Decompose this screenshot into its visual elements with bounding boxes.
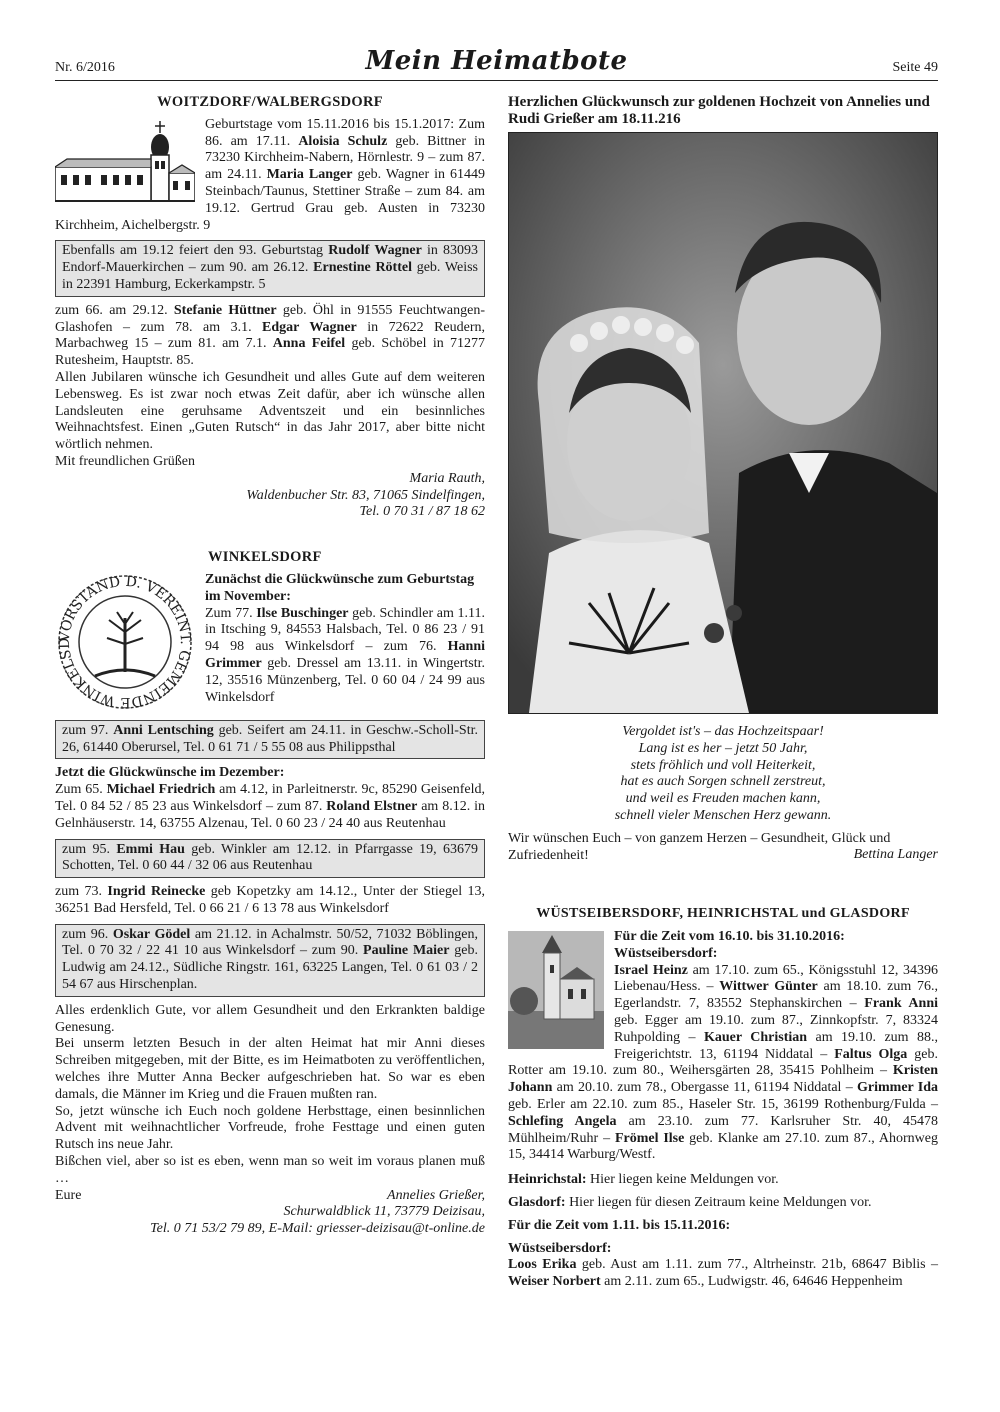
- winkelsdorf-note: Bißchen viel, aber so ist es eben, wenn man so weit im voraus planen muß …: [55, 1154, 485, 1186]
- winkelsdorf-signature: [55, 1188, 485, 1238]
- highlight-box: [55, 839, 485, 879]
- text-run: geb. Wagner in 61449 Steinbach/Taunus, Stettiner Straße – zum 84. am 19.12. Gertrud Grau geb. Austen in 73230 Kirchheim, Aichelbergstr. 9: [55, 167, 485, 233]
- name: Ingrid Reinecke: [107, 884, 206, 900]
- text-run: Geburtstage vom 15.11.2016 bis 15.1.2017: Zum 86. am 17.11.: [205, 116, 485, 149]
- name: Anna Feifel: [272, 336, 346, 352]
- heinrichstal-note: [508, 1172, 938, 1189]
- winkelsdorf-intro: [55, 571, 485, 710]
- name: Schlefing Angela: [508, 1113, 617, 1129]
- issue-number: Nr. 6/2016: [55, 60, 115, 75]
- name: Kristen Johann: [508, 1063, 938, 1096]
- church-photo-icon: [508, 931, 604, 1055]
- text-run: geb. Rotter am 19.10. zum 80., Weihersgärten 28, 35415 Pohlheim –: [508, 1046, 938, 1079]
- poem-line: Vergoldet ist's – das Hochzeitspaar!: [622, 724, 824, 739]
- name: Frömel Ilse: [614, 1130, 685, 1146]
- winkelsdorf-story: Bei unserm letzten Besuch in der alten Heimat hat mir Anni dieses Schreiben mitgegeben, mit der Bitte, es im Heimatboten zu veröffentlichen, welches ihre Mutter Anna Becker aufgeschrieben hat. So war es eben damals, die Männer im Krieg und die Frauen mußten ran.: [55, 1036, 485, 1102]
- name: Weiser Norbert: [508, 1274, 601, 1290]
- village-church-icon: [55, 121, 195, 209]
- name: Roland Elstner: [326, 798, 418, 814]
- name: Ernestine Röttel: [313, 260, 412, 276]
- text-run: geb. Erler am 22.10. zum 85., Haseler Str. 15, 36199 Rothenburg/Fulda –: [508, 1096, 938, 1112]
- text-run: geb. Ludwig am 24.12., Südliche Ringstr. 161, 63225 Langen, Tel. 0 61 03 / 2 54 67 aus Hirschenplan.: [62, 943, 479, 993]
- poem-line: Lang ist es her – jetzt 50 Jahr,: [638, 740, 808, 756]
- wedding-wish: Wir wünschen Euch – von ganzem Herzen – Gesundheit, Glück und Zufriedenheit!: [508, 830, 891, 863]
- name: Stefanie Hüttner: [173, 302, 277, 318]
- text-run: geb. Weiss in 22391 Hamburg, Eckerkampstr. 5: [62, 260, 478, 292]
- box-text: [62, 927, 478, 994]
- winkelsdorf-season-wishes: So, jetzt wünsche ich Euch noch goldene Herbsttage, einen besinnlichen Advent mit weihnachtlicher Vorfreude, frohe Festtage und einen guten Rutsch ins neue Jahr.: [55, 1103, 485, 1153]
- text-run: geb. Seifert am 24.11. in Geschw.-Scholl-Str. 26, 61440 Oberursel, Tel. 0 61 71 / 5 55 08 aus Philippsthal: [62, 722, 478, 755]
- name: Israel Heinz: [614, 962, 688, 978]
- section-title-winkelsdorf: WINKELSDORF: [208, 549, 322, 566]
- couple-photo-icon: [509, 133, 937, 713]
- right-column: [508, 94, 938, 1291]
- text-run: am 18.10. zum 76., Egerlandstr. 7, 83552 Stephanskirchen –: [614, 979, 938, 1012]
- text-run: geb. Aust am 1.11. zum 77., Altrheinstr. 21b, 68647 Biblis –: [576, 1257, 938, 1273]
- text-run: Hier liegen für diesen Zeitraum keine Meldungen vor.: [565, 1194, 872, 1210]
- text-run: geb. Öhl in 91555 Feuchtwangen-Glashofen – zum 78. am 3.1.: [55, 302, 485, 335]
- signature-name: Maria Rauth,: [409, 470, 485, 486]
- wuest-period-1: Für die Zeit vom 16.10. bis 31.10.2016:: [614, 928, 845, 944]
- text-run: am 21.12. in Achalmstr. 50/52, 71032 Böblingen, Tel. 0 70 32 / 22 41 10 aus Winkelsdorf – zum 90.: [62, 926, 478, 959]
- name: Grimmer Ida: [857, 1080, 938, 1096]
- glasdorf-note: [508, 1195, 938, 1212]
- eure: Eure: [55, 1187, 82, 1203]
- text-run: am 20.10. zum 78., Obergasse 11, 61194 Niddatal –: [552, 1080, 857, 1096]
- name: Edgar Wagner: [262, 319, 357, 335]
- box-text: [62, 842, 478, 876]
- text-run: zum 97.: [62, 722, 114, 738]
- name: Pauline Maier: [363, 943, 450, 959]
- name: Emmi Hau: [116, 841, 185, 857]
- text-run: geb. Dressel am 13.11. in Wingertstr. 12, 35516 Münzenberg, Tel. 0 60 04 / 24 99 aus Winkelsdorf: [205, 655, 485, 705]
- text-run: zum 96.: [62, 926, 113, 942]
- text-run: Zum 65.: [55, 782, 107, 798]
- wuest-place-1: Wüstseibersdorf:: [614, 945, 718, 961]
- text-run: geb. Bittner in 73230 Kirchheim-Nabern, Hörnlestr. 9 – zum 87. am 24.11.: [205, 133, 485, 183]
- name: Loos Erika: [508, 1257, 577, 1273]
- woitzdorf-intro: [55, 117, 485, 235]
- place-label: Glasdorf:: [508, 1194, 566, 1210]
- name: Maria Langer: [266, 167, 353, 183]
- highlight-box: [55, 720, 485, 760]
- wedding-title: Herzlichen Glückwunsch zur goldenen Hochzeit von Annelies und Rudi Grießer am 18.11.216: [508, 94, 930, 127]
- signature-name: Annelies Grießer,: [387, 1187, 485, 1203]
- name: Anni Lentsching: [113, 722, 214, 738]
- poem-line: stets fröhlich und voll Heiterkeit,: [630, 757, 816, 773]
- signature-contact: Tel. 0 71 53/2 79 89, E-Mail: griesser-deizisau@t-online.de: [150, 1221, 485, 1237]
- text-run: am 2.11. zum 65., Ludwigstr. 46, 64646 Heppenheim: [600, 1274, 903, 1290]
- text-run: Ebenfalls am 19.12 feiert den 93. Geburtstag: [62, 243, 329, 259]
- name: Wittwer Günter: [719, 979, 818, 995]
- wedding-poem: [508, 724, 938, 825]
- text-run: geb. Schöbel in 71277 Rutesheim, Hauptstr. 85.: [55, 336, 485, 369]
- name: Aloisia Schulz: [298, 133, 388, 149]
- text-run: zum 66. am 29.12.: [55, 302, 174, 318]
- text-run: am 17.10. zum 65., Königsstuhl 12, 34396 Liebenau/Hess. –: [614, 962, 938, 995]
- section-title-wuest: WÜSTSEIBERSDORF, HEINRICHSTAL und GLASDORF: [536, 906, 910, 922]
- text-run: in 72622 Reudern, Marbachweg 15 – zum 81. am 7.1.: [55, 319, 485, 352]
- name: Michael Friedrich: [106, 782, 216, 798]
- woitzdorf-wishes: Allen Jubilaren wünsche ich Gesundheit und alles Gute auf dem weiteren Lebensweg. Es ist zwar noch etwas Zeit dafür, aber ich wünsche allen Landsleuten eine geruhsame Adventszeit und ein besinnliches Weihnachtsfest. Einen „Guten Rutsch“ in das Jahr 2017, aber bitte nicht wörtlich nehmen.: [55, 369, 485, 453]
- name: Ilse Buschinger: [256, 605, 349, 621]
- box-text: [62, 723, 478, 757]
- signature-address: Waldenbucher Str. 83, 71065 Sindelfingen,: [246, 487, 485, 503]
- name: Kauer Christian: [703, 1029, 808, 1045]
- page-header: [55, 46, 938, 81]
- name: Hanni Grimmer: [205, 639, 485, 671]
- text-run: am 23.10. zum 77. Karlsruher Str. 40, 45478 Mühlheim/Ruhr –: [508, 1113, 938, 1146]
- text-run: Zum 77.: [205, 605, 257, 621]
- text-run: geb. Winkler am 12.12. in Pfarrgasse 19, 63679 Schotten, Tel. 0 60 44 / 32 06 aus Reutenhau: [62, 841, 478, 874]
- wedding-photo: [508, 132, 938, 714]
- box-text: [62, 243, 478, 293]
- text-run: geb Kopetzky am 14.12., Unter der Stiegel 13, 36251 Bad Hersfeld, Tel. 0 66 21 / 6 13 78 aus Winkelsdorf: [55, 884, 485, 916]
- text-run: zum 73.: [55, 884, 108, 900]
- woitzdorf-birthdays-2: [55, 303, 485, 370]
- name: Faltus Olga: [834, 1046, 908, 1062]
- winkelsdorf-dec-heading: Jetzt die Glückwünsche im Dezember:: [55, 765, 285, 781]
- text-run: geb. Klanke am 27.10. zum 87., Ahornweg 15, 34414 Warburg/Westf.: [508, 1130, 938, 1163]
- text-run: in 83093 Endorf-Mauerkirchen – zum 90. am 26.12.: [62, 243, 478, 276]
- text-run: Hier liegen keine Meldungen vor.: [586, 1172, 779, 1188]
- place-label: Heinrichstal:: [508, 1172, 587, 1188]
- text-run: am 8.12. in Gelnhäuserstr. 14, 63755 Alzenau, Tel. 0 60 23 / 24 40 aus Reutenhau: [55, 798, 486, 831]
- text-run: am 4.12, in Parleitnerstr. 9c, 85290 Geisenfeld, Tel. 0 84 52 / 85 23 aus Winkelsdorf – zum 87.: [55, 782, 485, 814]
- text-run: zum 95.: [62, 841, 117, 857]
- text-run: Zunächst die Glückwünsche zum Geburtstag im November:: [205, 571, 475, 604]
- poem-line: und weil es Freuden machen kann,: [625, 791, 821, 807]
- left-column: [55, 94, 485, 1238]
- wuest-birthdays-2: [508, 1257, 938, 1291]
- seal-lettering: VORSTAND D. VEREINT. GEMEINDE WINKELSD: [56, 573, 194, 710]
- name: Oskar Gödel: [112, 926, 191, 942]
- name: Rudolf Wagner: [328, 243, 422, 259]
- wuest-period-2: Für die Zeit vom 1.11. bis 15.11.2016:: [508, 1217, 731, 1233]
- text-run: geb. Schindler am 1.11. in Itsching 9, 84553 Halsbach, Tel. 0 86 23 / 91 94 98 aus Winkelsdorf – zum 76.: [205, 605, 485, 655]
- masthead: Mein Heimatbote: [365, 46, 628, 76]
- name: Frank Anni: [864, 996, 938, 1012]
- poem-line: schnell vieler Menschen Herz gewann.: [614, 807, 832, 823]
- poem-line: hat es auch Sorgen schnell zerstreut,: [620, 774, 826, 790]
- winkelsdorf-dec-birthdays: [55, 782, 485, 832]
- wedding-signature: Bettina Langer: [853, 847, 938, 863]
- greeting: Mit freundlichen Grüßen: [55, 453, 195, 469]
- text-run: geb. Egger am 19.10. zum 87., Zinnkopfstr. 7, 83324 Ruhpolding –: [614, 1012, 938, 1045]
- wuest-intro: [508, 929, 938, 1164]
- winkelsdorf-wishes: Alles erdenklich Gute, vor allem Gesundheit und den Erkrankten baldige Genesung.: [55, 1002, 485, 1035]
- signature-phone: Tel. 0 70 31 / 87 18 62: [359, 504, 485, 520]
- section-title-woitzdorf: WOITZDORF/WALBERGSDORF: [157, 94, 383, 110]
- signature-address: Schurwaldblick 11, 73779 Deizisau,: [283, 1204, 485, 1220]
- text-run: am 19.10. zum 88., Freigerichtstr. 13, 61194 Niddatal –: [614, 1029, 938, 1062]
- highlight-box: [55, 240, 485, 296]
- page-number: Seite 49: [892, 60, 938, 75]
- community-seal-icon: [55, 572, 195, 718]
- winkelsdorf-dec-birthdays-2: [55, 884, 485, 918]
- wuest-place-2: Wüstseibersdorf:: [508, 1240, 612, 1256]
- highlight-box: [55, 924, 485, 997]
